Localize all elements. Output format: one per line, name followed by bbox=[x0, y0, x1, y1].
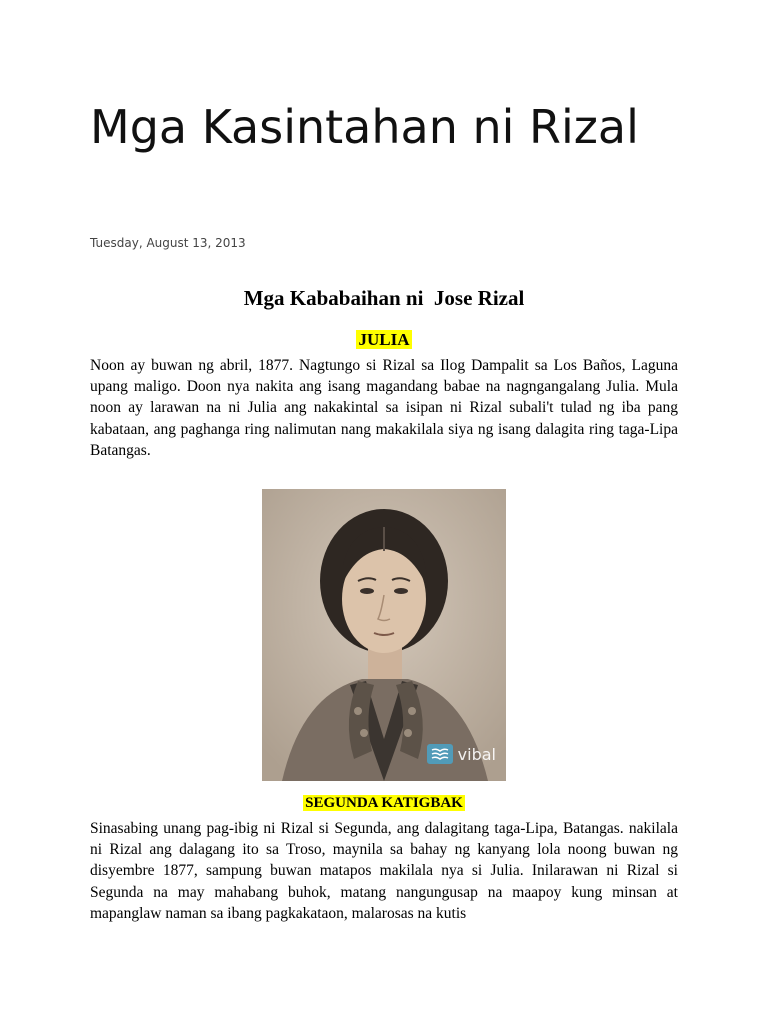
section-paragraph-julia: Noon ay buwan ng abril, 1877. Nagtungo si Rizal sa Ilog Dampalit sa Los Baños, Laguna upang maligo. Doon nya nakita ang isang magandang babae na nagngangalang Julia. Mula noon ay larawan na ni Julia ang nakakintal sa isipan ni Rizal subali't tulad ng iba pang kabataan, ang paghanga ring nalimutan nang makakilala siya ng isang dalagita ring taga-Lipa Batangas. bbox=[90, 357, 678, 459]
article-heading: Mga Kababaihan ni Jose Rizal bbox=[243, 286, 525, 310]
highlighted-name: JULIA bbox=[358, 330, 410, 349]
post-date: Tuesday, August 13, 2013 bbox=[90, 236, 246, 250]
book-icon bbox=[426, 743, 454, 765]
portrait-illustration bbox=[262, 489, 506, 781]
section-heading-segunda bbox=[90, 795, 678, 812]
section-heading-julia bbox=[90, 330, 678, 350]
portrait-photo bbox=[262, 489, 506, 781]
post-title: Mga Kasintahan ni Rizal bbox=[90, 100, 639, 154]
watermark bbox=[426, 743, 496, 765]
highlighted-name: SEGUNDA KATIGBAK bbox=[305, 795, 463, 811]
section-paragraph-segunda: Sinasabing unang pag-ibig ni Rizal si Segunda, ang dalagitang taga-Lipa, Batangas. nakilala ni Rizal ang dalagang ito sa Troso, maynila sa bahay ng kanyang lola noong buwan ng disyembre 1877, sampung buwan matapos makilala nya si Julia. Inilarawan ni Rizal si Segunda na may mahabang buhok, matang nangungusap na maapoy kung minsan at mapanglaw naman sa ibang pagkakataon, malarosas na kutis bbox=[90, 820, 678, 922]
watermark-text: vibal bbox=[457, 744, 496, 764]
